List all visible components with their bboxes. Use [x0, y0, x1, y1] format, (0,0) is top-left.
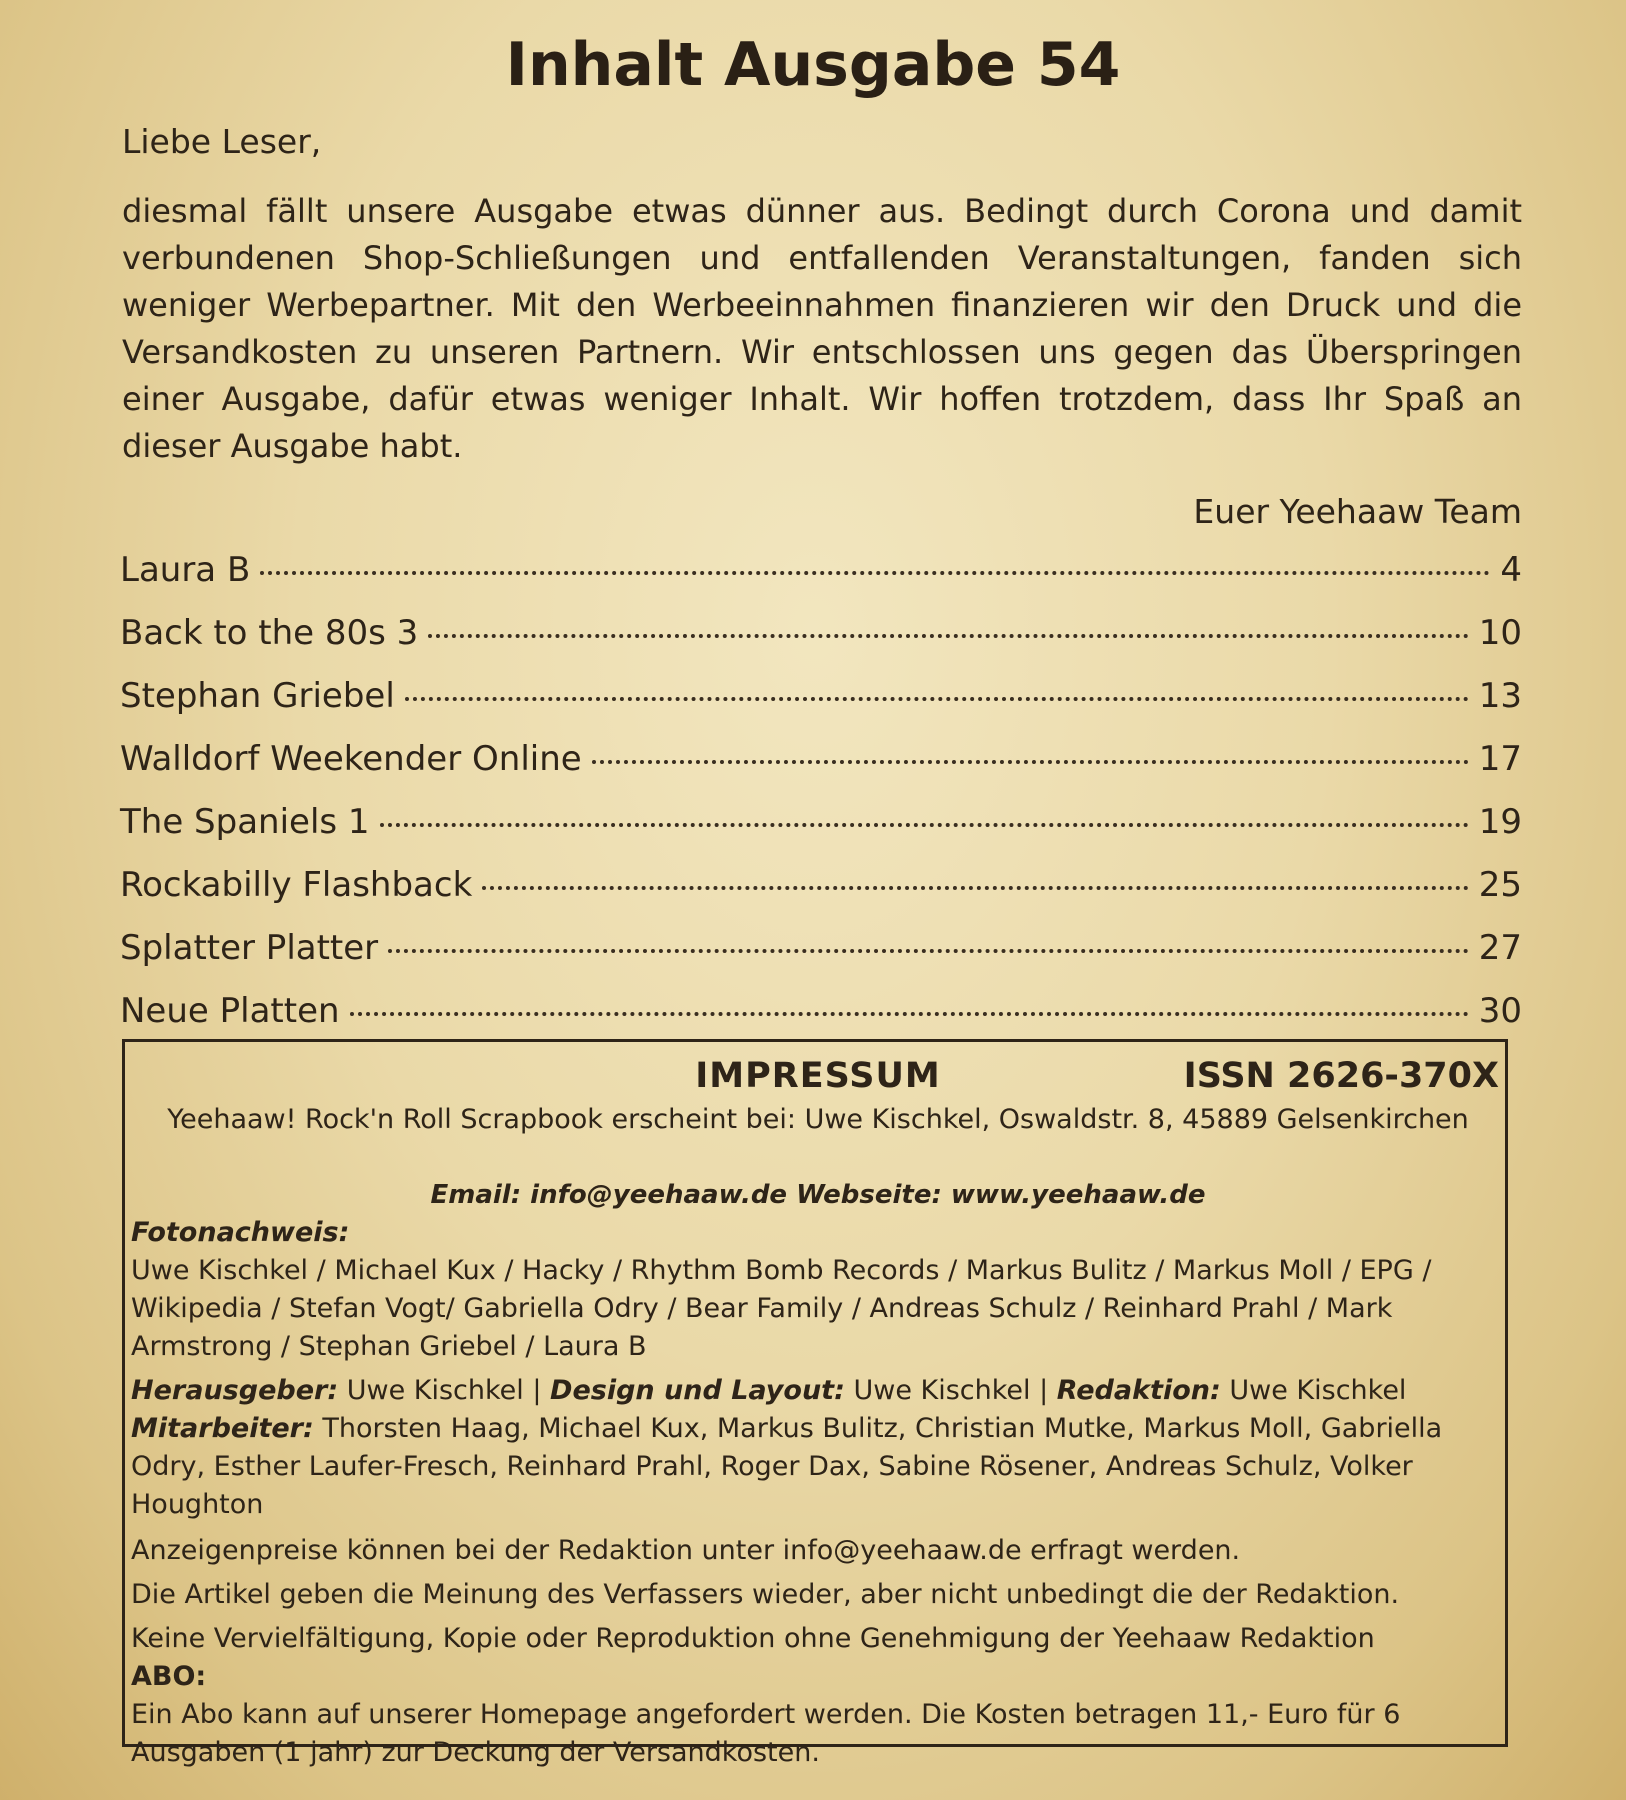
toc-leader — [405, 697, 1469, 701]
signoff: Euer Yeehaaw Team — [1193, 492, 1522, 531]
publisher-label: Herausgeber: — [131, 1375, 339, 1406]
toc-entry-page: 30 — [1478, 991, 1522, 1031]
abo-text: Ein Abo kann auf unserer Homepage angefordert werden. Die Kosten betragen 11,- Euro für 6 Ausgaben (1 jahr) zur Deckung der Versandkosten. — [131, 1699, 1401, 1768]
toc-entry-page: 13 — [1478, 676, 1522, 716]
toc-entry — [120, 802, 1522, 865]
copy-note: Keine Vervielfältigung, Kopie oder Reproduktion ohne Genehmigung der Yeehaaw Redaktion — [131, 1623, 1375, 1654]
abo-label: ABO: — [131, 1661, 207, 1692]
editorial-label: Redaktion: — [1056, 1375, 1221, 1406]
toc-entry-page: 27 — [1478, 928, 1522, 968]
toc-entry-title: Neue Platten — [120, 991, 340, 1031]
issn: ISSN 2626-370X — [1183, 1056, 1499, 1096]
editorial-name: Uwe Kischkel — [1220, 1375, 1407, 1406]
toc-entry — [120, 676, 1522, 739]
toc-entry-title: The Spaniels 1 — [120, 802, 370, 842]
staff-names: Thorsten Haag, Michael Kux, Markus Bulitz, Christian Mutke, Markus Moll, Gabriella Odry, Esther Laufer-Fresch, Reinhard Prahl, Roger Dax, Sabine Rösener, Andreas Schulz, Volker Houghton — [131, 1413, 1443, 1520]
staff-roles — [131, 1372, 1501, 1410]
toc-leader — [482, 886, 1468, 890]
design-name: Uwe Kischkel | — [844, 1375, 1057, 1406]
toc-entry-title: Stephan Griebel — [120, 676, 395, 716]
toc-leader — [260, 571, 1490, 575]
toc-entry — [120, 865, 1522, 928]
impressum-box — [122, 1039, 1508, 1768]
publisher-name: Uwe Kischkel | — [338, 1375, 551, 1406]
photo-credits-label: Fotonachweis: — [131, 1217, 350, 1248]
greeting: Liebe Leser, — [122, 122, 322, 161]
contact-line: Email: info@yeehaaw.de Webseite: www.yeehaaw.de — [430, 1180, 1206, 1210]
photo-credits: Uwe Kischkel / Michael Kux / Hacky / Rhythm Bomb Records / Markus Bulitz / Markus Moll / EPG / Wikipedia / Stefan Vogt/ Gabriella Odry / Bear Family / Andreas Schulz / Reinhard Prahl / Mark Armstrong / Stephan Griebel / Laura B — [131, 1255, 1432, 1362]
toc-entry-title: Laura B — [120, 550, 251, 590]
toc-entry-page: 19 — [1478, 802, 1522, 842]
opinion-note: Die Artikel geben die Meinung des Verfassers wieder, aber nicht unbedingt die der Redaktion. — [131, 1579, 1400, 1610]
toc-entry-page: 17 — [1478, 739, 1522, 779]
toc-leader — [592, 760, 1469, 764]
impressum-heading: IMPRESSUM — [695, 1056, 941, 1096]
toc-leader — [380, 823, 1469, 827]
ads-note: Anzeigenpreise können bei der Redaktion unter info@yeehaaw.de erfragt werden. — [131, 1535, 1241, 1566]
staff-list — [131, 1410, 1501, 1524]
intro-paragraph: diesmal fällt unsere Ausgabe etwas dünner aus. Bedingt durch Corona und damit verbundenen Shop-Schließungen und entfallenden Veranstaltungen, fanden sich weniger Werbepartner. Mit den Werbeeinnahmen finanzieren wir den Druck und die Versandkosten zu unseren Partnern. Wir entschlossen uns gegen das Überspringen einer Ausgabe, dafür etwas weniger Inhalt. Wir hoffen trotzdem, dass Ihr Spaß an dieser Ausgabe habt. — [122, 192, 1522, 465]
toc-entry-page: 25 — [1478, 865, 1522, 905]
design-label: Design und Layout: — [550, 1375, 845, 1406]
toc-leader — [350, 1012, 1469, 1016]
toc-entry-title: Rockabilly Flashback — [120, 865, 473, 905]
toc-entry-title: Walldorf Weekender Online — [120, 739, 582, 779]
toc-entry-title: Splatter Platter — [120, 928, 379, 968]
toc-leader — [388, 949, 1469, 953]
toc-entry-page: 4 — [1500, 550, 1522, 590]
toc-leader — [428, 634, 1468, 638]
staff-label: Mitarbeiter: — [131, 1413, 314, 1444]
publisher-line: Yeehaaw! Rock'n Roll Scrapbook erscheint bei: Uwe Kischkel, Oswaldstr. 8, 45889 Gelsenkirchen — [167, 1104, 1469, 1135]
toc-entry — [120, 550, 1522, 613]
toc-entry-page: 10 — [1478, 613, 1522, 653]
table-of-contents — [120, 550, 1522, 1054]
toc-entry-title: Back to the 80s 3 — [120, 613, 419, 653]
toc-entry — [120, 613, 1522, 676]
toc-entry — [120, 928, 1522, 991]
page-title: Inhalt Ausgabe 54 — [505, 30, 1121, 100]
toc-entry — [120, 739, 1522, 802]
impressum-body — [131, 1214, 1501, 1772]
